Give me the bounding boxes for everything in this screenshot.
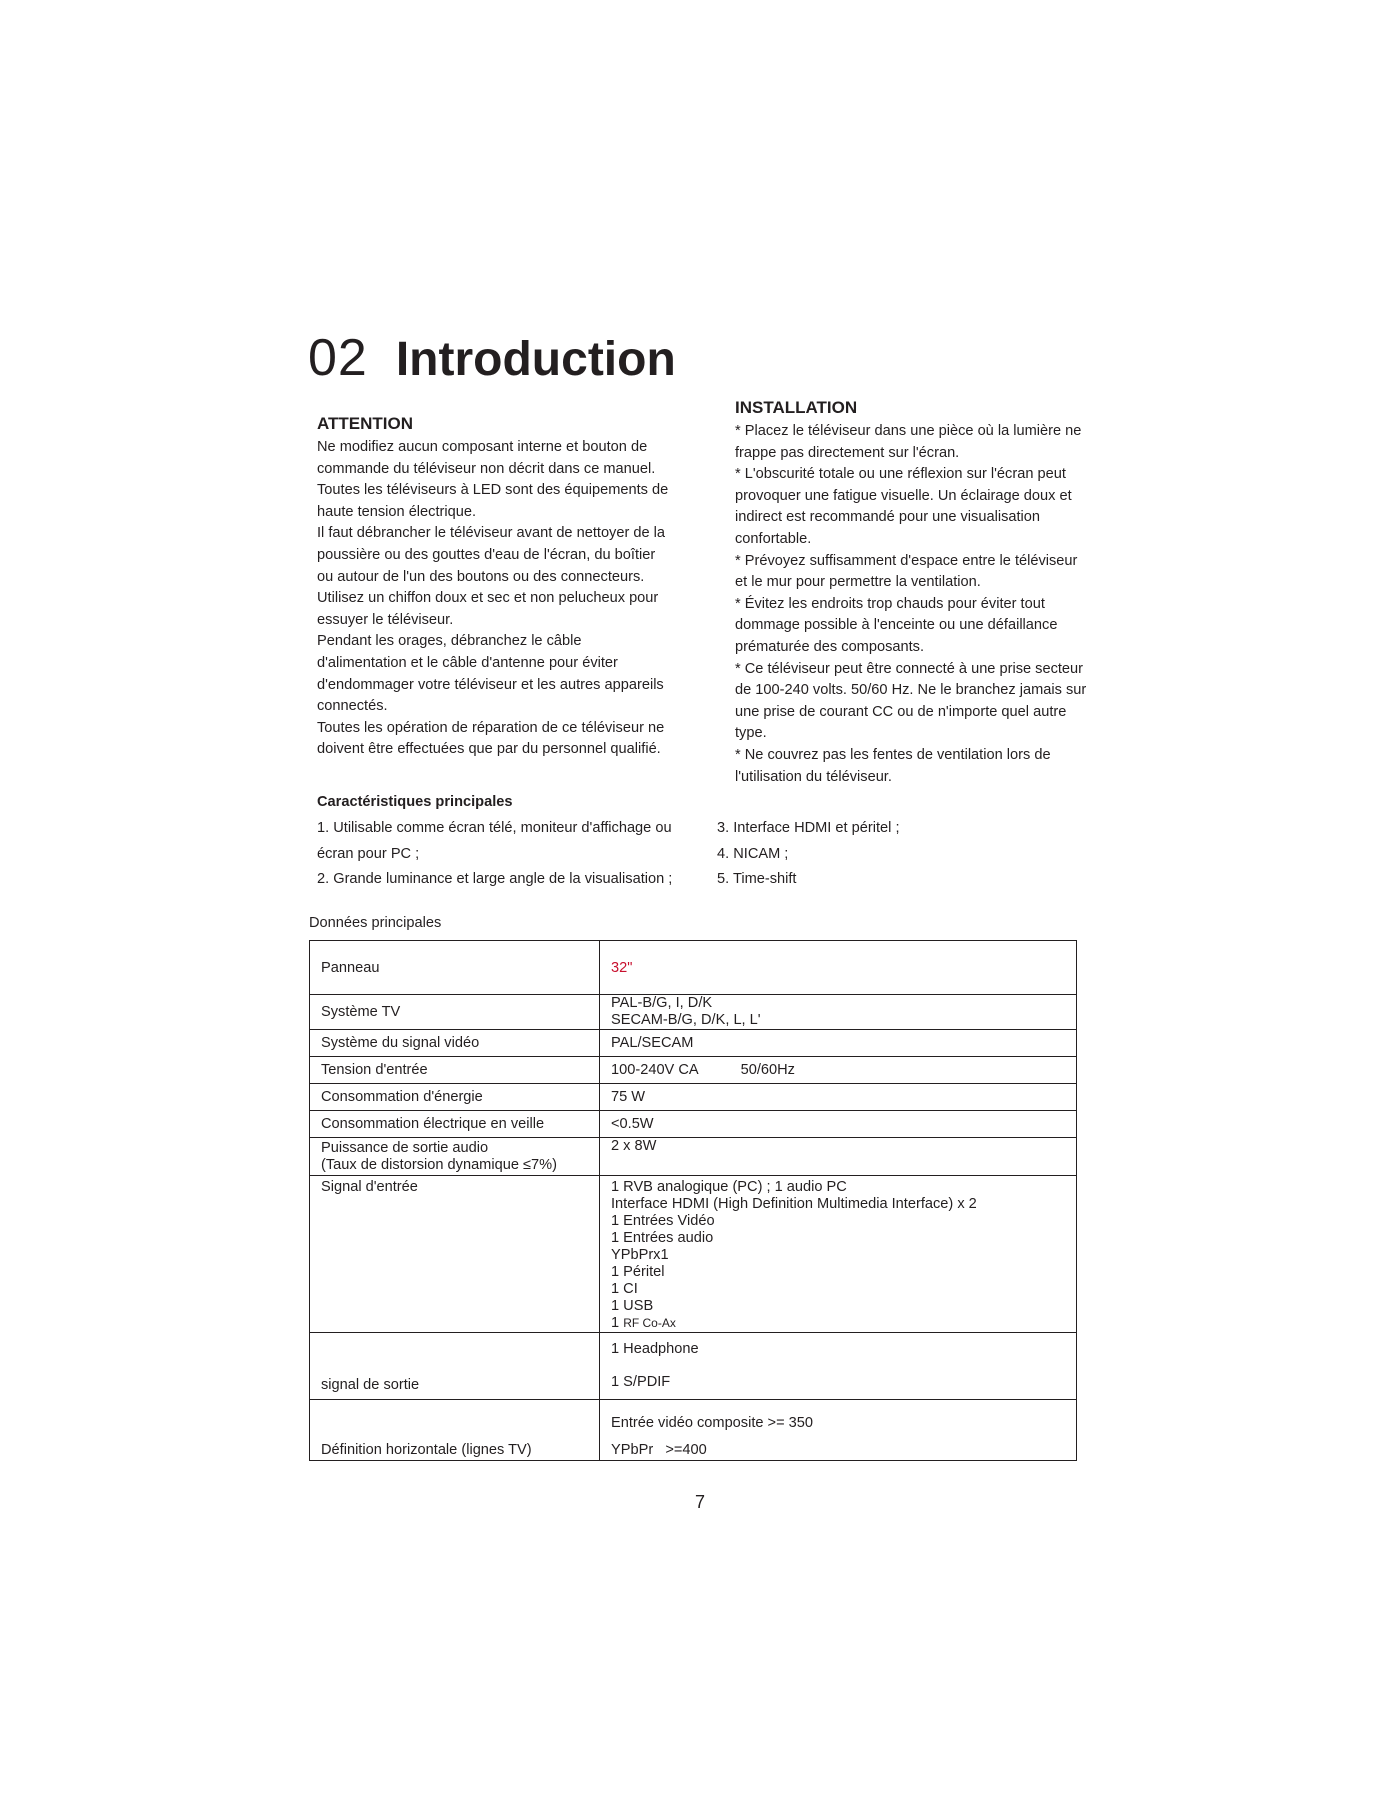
spec-value-line: SECAM-B/G, D/K, L, L' <box>611 1012 761 1028</box>
spec-label: Tension d'entrée <box>310 1057 600 1084</box>
attention-line: Utilisez un chiffon doux et sec et non pelucheux pour <box>317 590 659 607</box>
installation-line: prématurée des composants. <box>735 638 925 655</box>
attention-line: doivent être effectuées que par du personnel qualifié. <box>317 741 661 758</box>
voltage-value: 100-240V CA <box>611 1062 699 1078</box>
attention-line: Toutes les opération de réparation de ce téléviseur ne <box>317 719 665 736</box>
attention-text <box>317 437 668 761</box>
spec-label-line: (Taux de distorsion dynamique ≤7%) <box>321 1156 557 1173</box>
spec-value <box>600 1176 1077 1333</box>
installation-line: de 100-240 volts. 50/60 Hz. Ne le branchez jamais sur <box>735 682 1087 699</box>
table-row <box>310 1176 1077 1333</box>
table-row <box>310 995 1077 1030</box>
spec-value <box>600 995 1077 1030</box>
spec-label: Panneau <box>310 941 600 995</box>
installation-line: * Ce téléviseur peut être connecté à une prise secteur <box>735 660 1084 677</box>
attention-line: essuyer le téléviseur. <box>317 611 454 628</box>
spec-value-line: 1 Péritel <box>611 1264 665 1280</box>
attention-line: Toutes les téléviseurs à LED sont des équipements de <box>317 482 669 499</box>
spec-value-line: Interface HDMI (High Definition Multimedia Interface) x 2 <box>611 1196 977 1212</box>
table-row <box>310 1084 1077 1111</box>
spec-value: PAL/SECAM <box>600 1030 1077 1057</box>
table-row <box>310 941 1077 995</box>
spec-label: Système du signal vidéo <box>310 1030 600 1057</box>
spec-value: 75 W <box>600 1084 1077 1111</box>
table-row <box>310 1030 1077 1057</box>
installation-line: provoquer une fatigue visuelle. Un éclairage doux et <box>735 487 1072 504</box>
spec-value-line: 1 CI <box>611 1281 638 1297</box>
spec-value-line: YPbPr >=400 <box>611 1442 707 1458</box>
spec-value <box>600 1057 1077 1084</box>
feature-item: 1. Utilisable comme écran télé, moniteur d'affichage ou <box>317 820 672 836</box>
spec-value-line: 1 Entrées audio <box>611 1230 714 1246</box>
feature-item: 2. Grande luminance et large angle de la visualisation ; <box>317 871 673 887</box>
attention-line: ou autour de l'un des boutons ou des connecteurs. <box>317 568 645 585</box>
rf-count: 1 <box>611 1315 620 1331</box>
spec-label-line: Puissance de sortie audio <box>321 1139 489 1156</box>
spec-label: Consommation d'énergie <box>310 1084 600 1111</box>
installation-line: * Évitez les endroits trop chauds pour éviter tout <box>735 595 1045 612</box>
table-row <box>310 1111 1077 1138</box>
installation-line: dommage possible à l'enceinte ou une défaillance <box>735 617 1058 634</box>
frequency-value: 50/60Hz <box>740 1062 795 1078</box>
spec-label <box>310 1176 600 1333</box>
feature-item: 5. Time-shift <box>717 871 797 887</box>
spec-value <box>600 1333 1077 1400</box>
table-row <box>310 1138 1077 1176</box>
spec-value-line <box>611 1315 1076 1332</box>
installation-line: confortable. <box>735 530 812 547</box>
page-number: 7 <box>694 1492 705 1512</box>
installation-line: frappe pas directement sur l'écran. <box>735 444 960 461</box>
features-heading: Caractéristiques principales <box>317 794 513 810</box>
installation-heading: INSTALLATION <box>735 398 858 417</box>
attention-line: commande du téléviseur non décrit dans ce manuel. <box>317 460 656 477</box>
table-row <box>310 1333 1077 1400</box>
spec-value: <0.5W <box>600 1111 1077 1138</box>
spec-label: signal de sortie <box>310 1333 600 1400</box>
attention-line: d'endommager votre téléviseur et les autres appareils <box>317 676 664 693</box>
installation-line: indirect est recommandé pour une visualisation <box>735 509 1041 526</box>
attention-line: connectés. <box>317 698 388 715</box>
spec-label: Définition horizontale (lignes TV) <box>310 1400 600 1461</box>
attention-line: poussière ou des gouttes d'eau de l'écran, du boîtier <box>317 546 656 563</box>
feature-item: écran pour PC ; <box>317 846 420 862</box>
feature-item: 4. NICAM ; <box>717 846 789 862</box>
installation-line: * Placez le téléviseur dans une pièce où la lumière ne <box>735 423 1082 439</box>
section-number: 02 <box>308 329 368 387</box>
spec-value-line: 1 USB <box>611 1298 654 1314</box>
spec-value-line: 1 RVB analogique (PC) ; 1 audio PC <box>611 1179 847 1195</box>
rf-label: RF Co-Ax <box>623 1316 676 1330</box>
spec-value-line: 2 x 8W <box>611 1138 657 1154</box>
section-title: Introduction <box>395 333 676 386</box>
attention-line: Il faut débrancher le téléviseur avant de nettoyer de la <box>317 525 666 542</box>
spec-value-line: YPbPrx1 <box>611 1247 669 1263</box>
spec-value <box>600 1400 1077 1461</box>
spec-label-line: Signal d'entrée <box>321 1179 418 1195</box>
installation-line: type. <box>735 725 767 742</box>
installation-line: et le mur pour permettre la ventilation. <box>735 574 981 591</box>
specs-table <box>309 940 1077 1461</box>
feature-item: 3. Interface HDMI et péritel ; <box>717 820 900 836</box>
attention-line: haute tension électrique. <box>317 503 477 520</box>
spec-value-line: 1 Entrées Vidéo <box>611 1213 715 1229</box>
table-row <box>310 1400 1077 1461</box>
attention-heading: ATTENTION <box>317 414 414 433</box>
spec-value-line: Entrée vidéo composite >= 350 <box>611 1415 814 1431</box>
spec-value: 32" <box>600 941 1077 995</box>
attention-line: d'alimentation et le câble d'antenne pour éviter <box>317 654 618 671</box>
installation-line: * L'obscurité totale ou une réflexion sur l'écran peut <box>735 466 1066 483</box>
table-row <box>310 1057 1077 1084</box>
installation-line: une prise de courant CC ou de n'importe quel autre <box>735 703 1067 720</box>
spec-value <box>600 1138 1077 1176</box>
attention-line: Pendant les orages, débranchez le câble <box>317 633 582 650</box>
spec-label: Consommation électrique en veille <box>310 1111 600 1138</box>
installation-line: * Prévoyez suffisamment d'espace entre le téléviseur <box>735 552 1078 569</box>
spec-label <box>310 1138 600 1176</box>
spec-label: Système TV <box>310 995 600 1030</box>
installation-line: l'utilisation du téléviseur. <box>735 768 892 785</box>
specs-caption: Données principales <box>309 915 442 931</box>
page-title <box>308 328 676 388</box>
installation-line: * Ne couvrez pas les fentes de ventilation lors de <box>735 746 1051 763</box>
attention-line: Ne modifiez aucun composant interne et bouton de <box>317 439 648 455</box>
spec-value-line: 1 S/PDIF <box>611 1374 671 1390</box>
installation-text <box>735 421 1086 788</box>
spec-value-line: 1 Headphone <box>611 1341 699 1357</box>
spec-value-line: PAL-B/G, I, D/K <box>611 995 713 1011</box>
